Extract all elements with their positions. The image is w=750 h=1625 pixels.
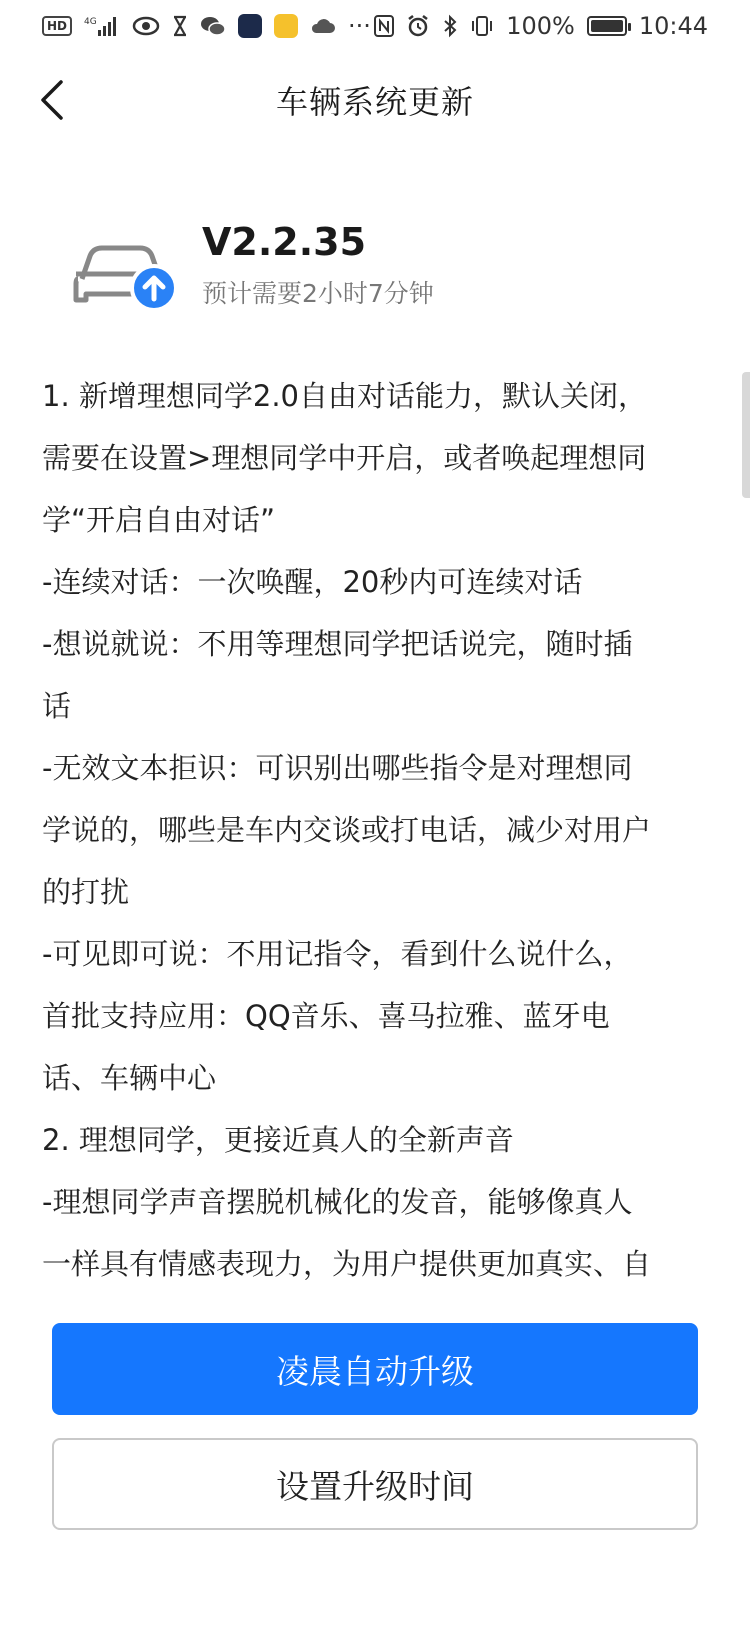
note-line: 一样具有情感表现力，为用户提供更加真实、自 bbox=[42, 1247, 652, 1280]
chevron-left-icon bbox=[37, 78, 67, 122]
vibrate-icon bbox=[470, 15, 494, 37]
note-line: 学说的，哪些是车内交谈或打电话，减少对用户 bbox=[42, 813, 652, 847]
app-notification-icon bbox=[238, 14, 262, 38]
nfc-icon bbox=[374, 15, 394, 37]
version-number: V2.2.35 bbox=[202, 220, 367, 264]
note-line: 2. 理想同学，更接近真人的全新声音 bbox=[42, 1123, 514, 1157]
eye-icon bbox=[132, 16, 160, 36]
signal-icon bbox=[84, 14, 120, 38]
auto-upgrade-button[interactable]: 凌晨自动升级 bbox=[52, 1323, 698, 1415]
estimated-time: 预计需要2小时7分钟 bbox=[202, 279, 434, 308]
release-notes[interactable] bbox=[42, 365, 702, 1280]
mail-notification-icon bbox=[274, 14, 298, 38]
more-notifications: ··· bbox=[348, 12, 371, 40]
status-bar-left bbox=[42, 12, 371, 40]
note-line: -想说就说：不用等理想同学把话说完，随时插 bbox=[42, 627, 633, 661]
hourglass-icon bbox=[172, 15, 188, 37]
battery-icon bbox=[587, 16, 627, 36]
note-line: 的打扰 bbox=[42, 875, 130, 909]
scroll-indicator[interactable] bbox=[742, 372, 750, 498]
alarm-icon bbox=[406, 14, 430, 38]
set-upgrade-time-button[interactable]: 设置升级时间 bbox=[52, 1438, 698, 1530]
note-line: 1. 新增理想同学2.0自由对话能力，默认关闭， bbox=[42, 379, 648, 413]
svg-text:4G: 4G bbox=[84, 17, 97, 27]
back-button[interactable] bbox=[26, 74, 78, 126]
navigation-header bbox=[0, 52, 750, 148]
version-block bbox=[72, 210, 692, 320]
battery-fill bbox=[591, 20, 623, 32]
page-title: 车辆系统更新 bbox=[275, 83, 474, 121]
note-line: 首批支持应用：QQ音乐、喜马拉雅、蓝牙电 bbox=[42, 999, 610, 1033]
cloud-icon bbox=[310, 17, 336, 35]
car-update-icon bbox=[72, 224, 182, 314]
hd-badge: HD bbox=[42, 16, 72, 36]
clock: 10:44 bbox=[638, 12, 708, 40]
note-line: -连续对话：一次唤醒，20秒内可连续对话 bbox=[42, 565, 583, 599]
battery-percent: 100% bbox=[506, 12, 575, 40]
note-line: 需要在设置>理想同学中开启，或者唤起理想同 bbox=[42, 441, 647, 475]
status-bar-right bbox=[374, 12, 708, 40]
note-line: 话、车辆中心 bbox=[42, 1061, 217, 1095]
note-line: 话 bbox=[42, 689, 72, 723]
note-line: -可见即可说：不用记指令，看到什么说什么， bbox=[42, 937, 633, 971]
status-bar bbox=[0, 0, 750, 52]
note-line: -无效文本拒识：可识别出哪些指令是对理想同 bbox=[42, 751, 633, 785]
bluetooth-icon bbox=[442, 14, 458, 38]
note-line: -理想同学声音摆脱机械化的发音，能够像真人 bbox=[42, 1185, 633, 1219]
wechat-icon bbox=[200, 15, 226, 37]
note-line: 学“开启自由对话” bbox=[42, 503, 276, 537]
